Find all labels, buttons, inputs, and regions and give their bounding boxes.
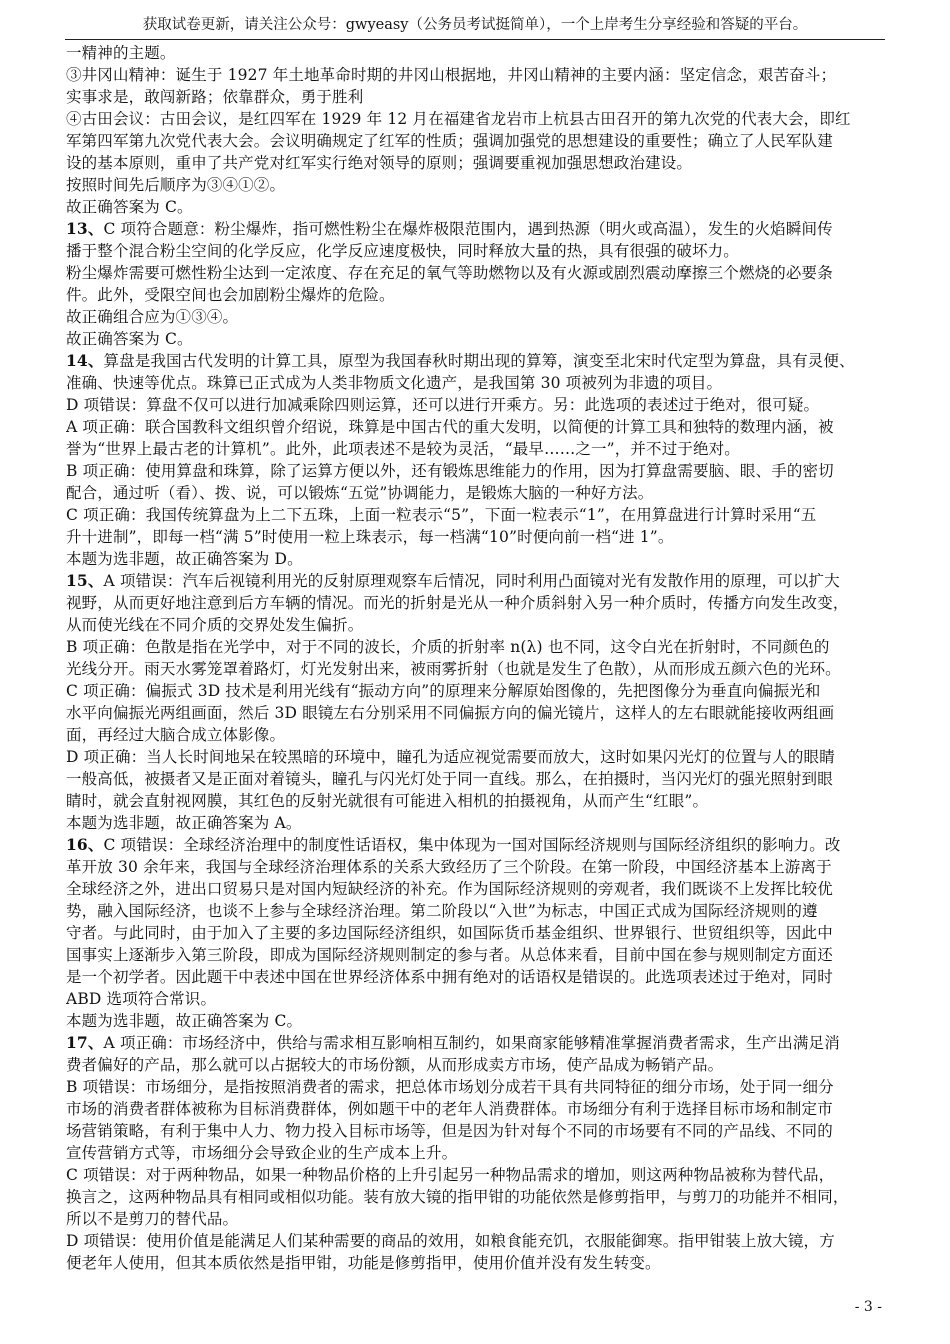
- line-text: 播于整个混合粉尘空间的化学反应，化学反应速度极快，同时释放大量的热，具有很强的破坏力。: [66, 242, 739, 260]
- text-line: [66, 262, 886, 284]
- text-line: [66, 1186, 886, 1208]
- line-text: 件。此外，受限空间也会加剧粉尘爆炸的危险。: [66, 286, 395, 304]
- line-text: 准确、快速等优点。珠算已正式成为人类非物质文化遗产，是我国第 30 项被列为非遗的项目。: [66, 374, 723, 392]
- text-line: [66, 42, 886, 64]
- question-number: 16、: [66, 835, 104, 854]
- text-line: [66, 768, 886, 790]
- text-line: [66, 636, 886, 658]
- page-header: 获取试卷更新，请关注公众号：gwyeasy（公务员考试挺简单），一个上岸考生分享经验和答疑的平台。: [65, 14, 885, 40]
- line-text: 按照时间先后顺序为③④①②。: [66, 176, 286, 194]
- line-text: C 项正确：偏振式 3D 技术是利用光线有“振动方向”的原理来分解原始图像的，先把图像分为垂直向偏振光和: [66, 682, 821, 700]
- text-line: [66, 284, 886, 306]
- line-text: 粉尘爆炸需要可燃性粉尘达到一定浓度、存在充足的氧气等助燃物以及有火源或剧烈震动摩擦三个燃烧的必要条: [66, 264, 833, 282]
- question-number: 17、: [66, 1033, 104, 1052]
- line-text: 全球经济之外，进出口贸易只是对国内短缺经济的补充。作为国际经济规则的旁观者，我们既谈不上发挥比较优: [66, 880, 833, 898]
- line-text: 本题为选非题，故正确答案为 C。: [66, 1012, 303, 1030]
- text-line: [66, 878, 886, 900]
- line-text: 水平向偏振光两组画面，然后 3D 眼镜左右分别采用不同偏振方向的偏光镜片，这样人的左右眼就能接收两组画: [66, 704, 835, 722]
- text-line: [66, 218, 886, 240]
- line-text: 故正确答案为 C。: [66, 330, 193, 348]
- line-text: 视野，从而更好地注意到后方车辆的情况。而光的折射是光从一种介质斜射入另一种介质时，传播方向发生改变，: [66, 594, 849, 612]
- text-line: [66, 482, 886, 504]
- text-line: [66, 460, 886, 482]
- text-line: [66, 724, 886, 746]
- line-text: 费者偏好的产品，那么就可以占据较大的市场份额，从而形成卖方市场，使产品成为畅销产品。: [66, 1056, 724, 1074]
- line-text: A 项正确：联合国教科文组织曾介绍说，珠算是中国古代的重大发明，以简便的计算工具和独特的数理内涵，被: [66, 418, 834, 436]
- line-text: 故正确答案为 C。: [66, 198, 193, 216]
- line-text: C 项正确：我国传统算盘为上二下五珠，上面一粒表示“5”，下面一粒表示“1”，在用算盘进行计算时采用“五: [66, 506, 817, 524]
- line-text: 实事求是，敢闯新路；依靠群众，勇于胜利: [66, 88, 364, 106]
- text-line: [66, 746, 886, 768]
- text-line: [66, 658, 886, 680]
- text-line: [66, 526, 886, 548]
- line-text: 势，融入国际经济，也谈不上参与全球经济治理。第二阶段以“入世”为标志，中国正式成为国际经济规则的遵: [66, 902, 818, 920]
- line-text: 守者。与此同时，由于加入了主要的多边国际经济组织，如国际货币基金组织、世界银行、世贸组织等，因此中: [66, 924, 833, 942]
- text-line: [66, 438, 886, 460]
- text-line: [66, 592, 886, 614]
- text-line: [66, 988, 886, 1010]
- question-number: 15、: [66, 571, 104, 590]
- text-line: [66, 922, 886, 944]
- line-text: A 项错误：汽车后视镜利用光的反射原理观察车后情况，同时利用凸面镜对光有发散作用的原理，可以扩大: [103, 572, 840, 590]
- text-line: [66, 1252, 886, 1274]
- line-text: C 项错误：全球经济治理中的制度性话语权，集中体现为一国对国际经济规则与国际经济组织的影响力。改: [103, 836, 841, 854]
- line-text: 所以不是剪刀的替代品。: [66, 1210, 239, 1228]
- line-text: 故正确组合应为①③④。: [66, 308, 239, 326]
- line-text: D 项错误：使用价值是能满足人们某种需要的商品的效用，如粮食能充饥，衣服能御寒。指甲钳装上放大镜，方: [66, 1232, 835, 1250]
- text-line: [66, 702, 886, 724]
- document-body: [66, 42, 886, 1274]
- text-line: [66, 328, 886, 350]
- text-line: [66, 680, 886, 702]
- text-line: [66, 306, 886, 328]
- line-text: D 项错误：算盘不仅可以进行加减乘除四则运算，还可以进行开乘方。另：此选项的表述过于绝对，很可疑。: [66, 396, 820, 414]
- text-line: [66, 1208, 886, 1230]
- text-line: [66, 504, 886, 526]
- text-line: [66, 944, 886, 966]
- line-text: B 项错误：市场细分，是指按照消费者的需求，把总体市场划分成若干具有共同特征的细分市场，处于同一细分: [66, 1078, 834, 1096]
- text-line: [66, 570, 886, 592]
- text-line: [66, 1076, 886, 1098]
- text-line: [66, 614, 886, 636]
- text-line: [66, 966, 886, 988]
- text-line: [66, 372, 886, 394]
- text-line: [66, 108, 886, 130]
- page-number: - 3 -: [854, 1299, 882, 1315]
- line-text: B 项正确：使用算盘和珠算，除了运算方便以外，还有锻炼思维能力的作用，因为打算盘需要脑、眼、手的密切: [66, 462, 834, 480]
- question-number: 13、: [66, 219, 104, 238]
- text-line: [66, 1054, 886, 1076]
- line-text: 市场的消费者群体被称为目标消费群体，例如题干中的老年人消费群体。市场细分有利于选择目标市场和制定市: [66, 1100, 833, 1118]
- text-line: [66, 900, 886, 922]
- text-line: [66, 394, 886, 416]
- line-text: 换言之，这两种物品具有相同或相似功能。装有放大镜的指甲钳的功能依然是修剪指甲，与剪刀的功能并不相同，: [66, 1188, 849, 1206]
- line-text: A 项正确：市场经济中，供给与需求相互影响相互制约，如果商家能够精准掌握消费者需求，生产出满足消: [103, 1034, 840, 1052]
- line-text: B 项正确：色散是指在光学中，对于不同的波长，介质的折射率 n(λ) 也不同，这令白光在折射时，不同颜色的: [66, 638, 830, 656]
- text-line: [66, 240, 886, 262]
- text-line: [66, 152, 886, 174]
- line-text: 光线分开。雨天水雾笼罩着路灯，灯光发射出来，被雨雾折射（也就是发生了色散），从而形成五颜六色的光环。: [66, 660, 841, 678]
- text-line: [66, 1120, 886, 1142]
- text-line: [66, 548, 886, 570]
- line-text: 本题为选非题，故正确答案为 A。: [66, 814, 302, 832]
- line-text: 从而使光线在不同介质的交界处发生偏折。: [66, 616, 364, 634]
- text-line: [66, 856, 886, 878]
- text-line: [66, 1164, 886, 1186]
- line-text: 军第四军第九次党代表大会。会议明确规定了红军的性质；强调加强党的思想建设的重要性；确立了人民军队建: [66, 132, 833, 150]
- text-line: [66, 416, 886, 438]
- line-text: 誉为“世界上最古老的计算机”。此外，此项表述不是较为灵活，“最早……之一”，并不过于绝对。: [66, 440, 740, 458]
- line-text: 国事实上逐渐步入第三阶段，即成为国际经济规则制定的参与者。从总体来看，目前中国在参与规则制定方面还: [66, 946, 833, 964]
- line-text: D 项正确：当人长时间地呆在较黑暗的环境中，瞳孔为适应视觉需要而放大，这时如果闪光灯的位置与人的眼睛: [66, 748, 835, 766]
- line-text: 一般高低，被摄者又是正面对着镜头，瞳孔与闪光灯处于同一直线。那么，在拍摄时，当闪光灯的强光照射到眼: [66, 770, 833, 788]
- line-text: 配合，通过听（看）、拨、说，可以锻炼“五觉”协调能力，是锻炼大脑的一种好方法。: [66, 484, 654, 502]
- line-text: 便老年人使用，但其本质依然是指甲钳，功能是修剪指甲，使用价值并没有发生转变。: [66, 1254, 661, 1272]
- line-text: 本题为选非题，故正确答案为 D。: [66, 550, 303, 568]
- line-text: ABD 选项符合常识。: [66, 990, 217, 1008]
- text-line: [66, 86, 886, 108]
- line-text: ③井冈山精神：诞生于 1927 年土地革命时期的井冈山根据地，井冈山精神的主要内涵：坚定信念，艰苦奋斗；: [66, 66, 837, 84]
- line-text: 算盘是我国古代发明的计算工具，原型为我国春秋时期出现的算筹，演变至北宋时代定型为算盘，具有灵便、: [103, 352, 855, 370]
- line-text: 场营销策略，有利于集中人力、物力投入目标市场等，但是因为针对每个不同的市场要有不同的产品线、不同的: [66, 1122, 833, 1140]
- text-line: [66, 174, 886, 196]
- text-line: [66, 1142, 886, 1164]
- line-text: 升十进制”，即每一档“满 5”时使用一粒上珠表示，每一档满“10”时便向前一档“进 1”。: [66, 528, 674, 546]
- line-text: 一精神的主题。: [66, 44, 176, 62]
- text-line: [66, 834, 886, 856]
- text-line: [66, 1010, 886, 1032]
- text-line: [66, 1032, 886, 1054]
- line-text: C 项符合题意：粉尘爆炸，指可燃性粉尘在爆炸极限范围内，遇到热源（明火或高温），发生的火焰瞬间传: [103, 220, 833, 238]
- text-line: [66, 1098, 886, 1120]
- line-text: 面，再经过大脑合成立体影像。: [66, 726, 286, 744]
- line-text: 革开放 30 余年来，我国与全球经济治理体系的关系大致经历了三个阶段。在第一阶段，中国经济基本上游离于: [66, 858, 832, 876]
- line-text: 是一个初学者。因此题干中表述中国在世界经济体系中拥有绝对的话语权是错误的。此选项表述过于绝对，同时: [66, 968, 833, 986]
- text-line: [66, 130, 886, 152]
- text-line: [66, 196, 886, 218]
- line-text: C 项错误：对于两种物品，如果一种物品价格的上升引起另一种物品需求的增加，则这两种物品被称为替代品，: [66, 1166, 835, 1184]
- text-line: [66, 350, 886, 372]
- line-text: ④古田会议：古田会议，是红四军在 1929 年 12 月在福建省龙岩市上杭县古田召开的第九次党的代表大会，即红: [66, 110, 851, 128]
- text-line: [66, 790, 886, 812]
- line-text: 睛时，就会直射视网膜，其红色的反射光就很有可能进入相机的拍摄视角，从而产生“红眼”。: [66, 792, 709, 810]
- line-text: 设的基本原则，重申了共产党对红军实行绝对领导的原则；强调要重视加强思想政治建设。: [66, 154, 693, 172]
- text-line: [66, 1230, 886, 1252]
- question-number: 14、: [66, 351, 104, 370]
- line-text: 宣传营销方式等，市场细分会导致企业的生产成本上升。: [66, 1144, 458, 1162]
- text-line: [66, 812, 886, 834]
- text-line: [66, 64, 886, 86]
